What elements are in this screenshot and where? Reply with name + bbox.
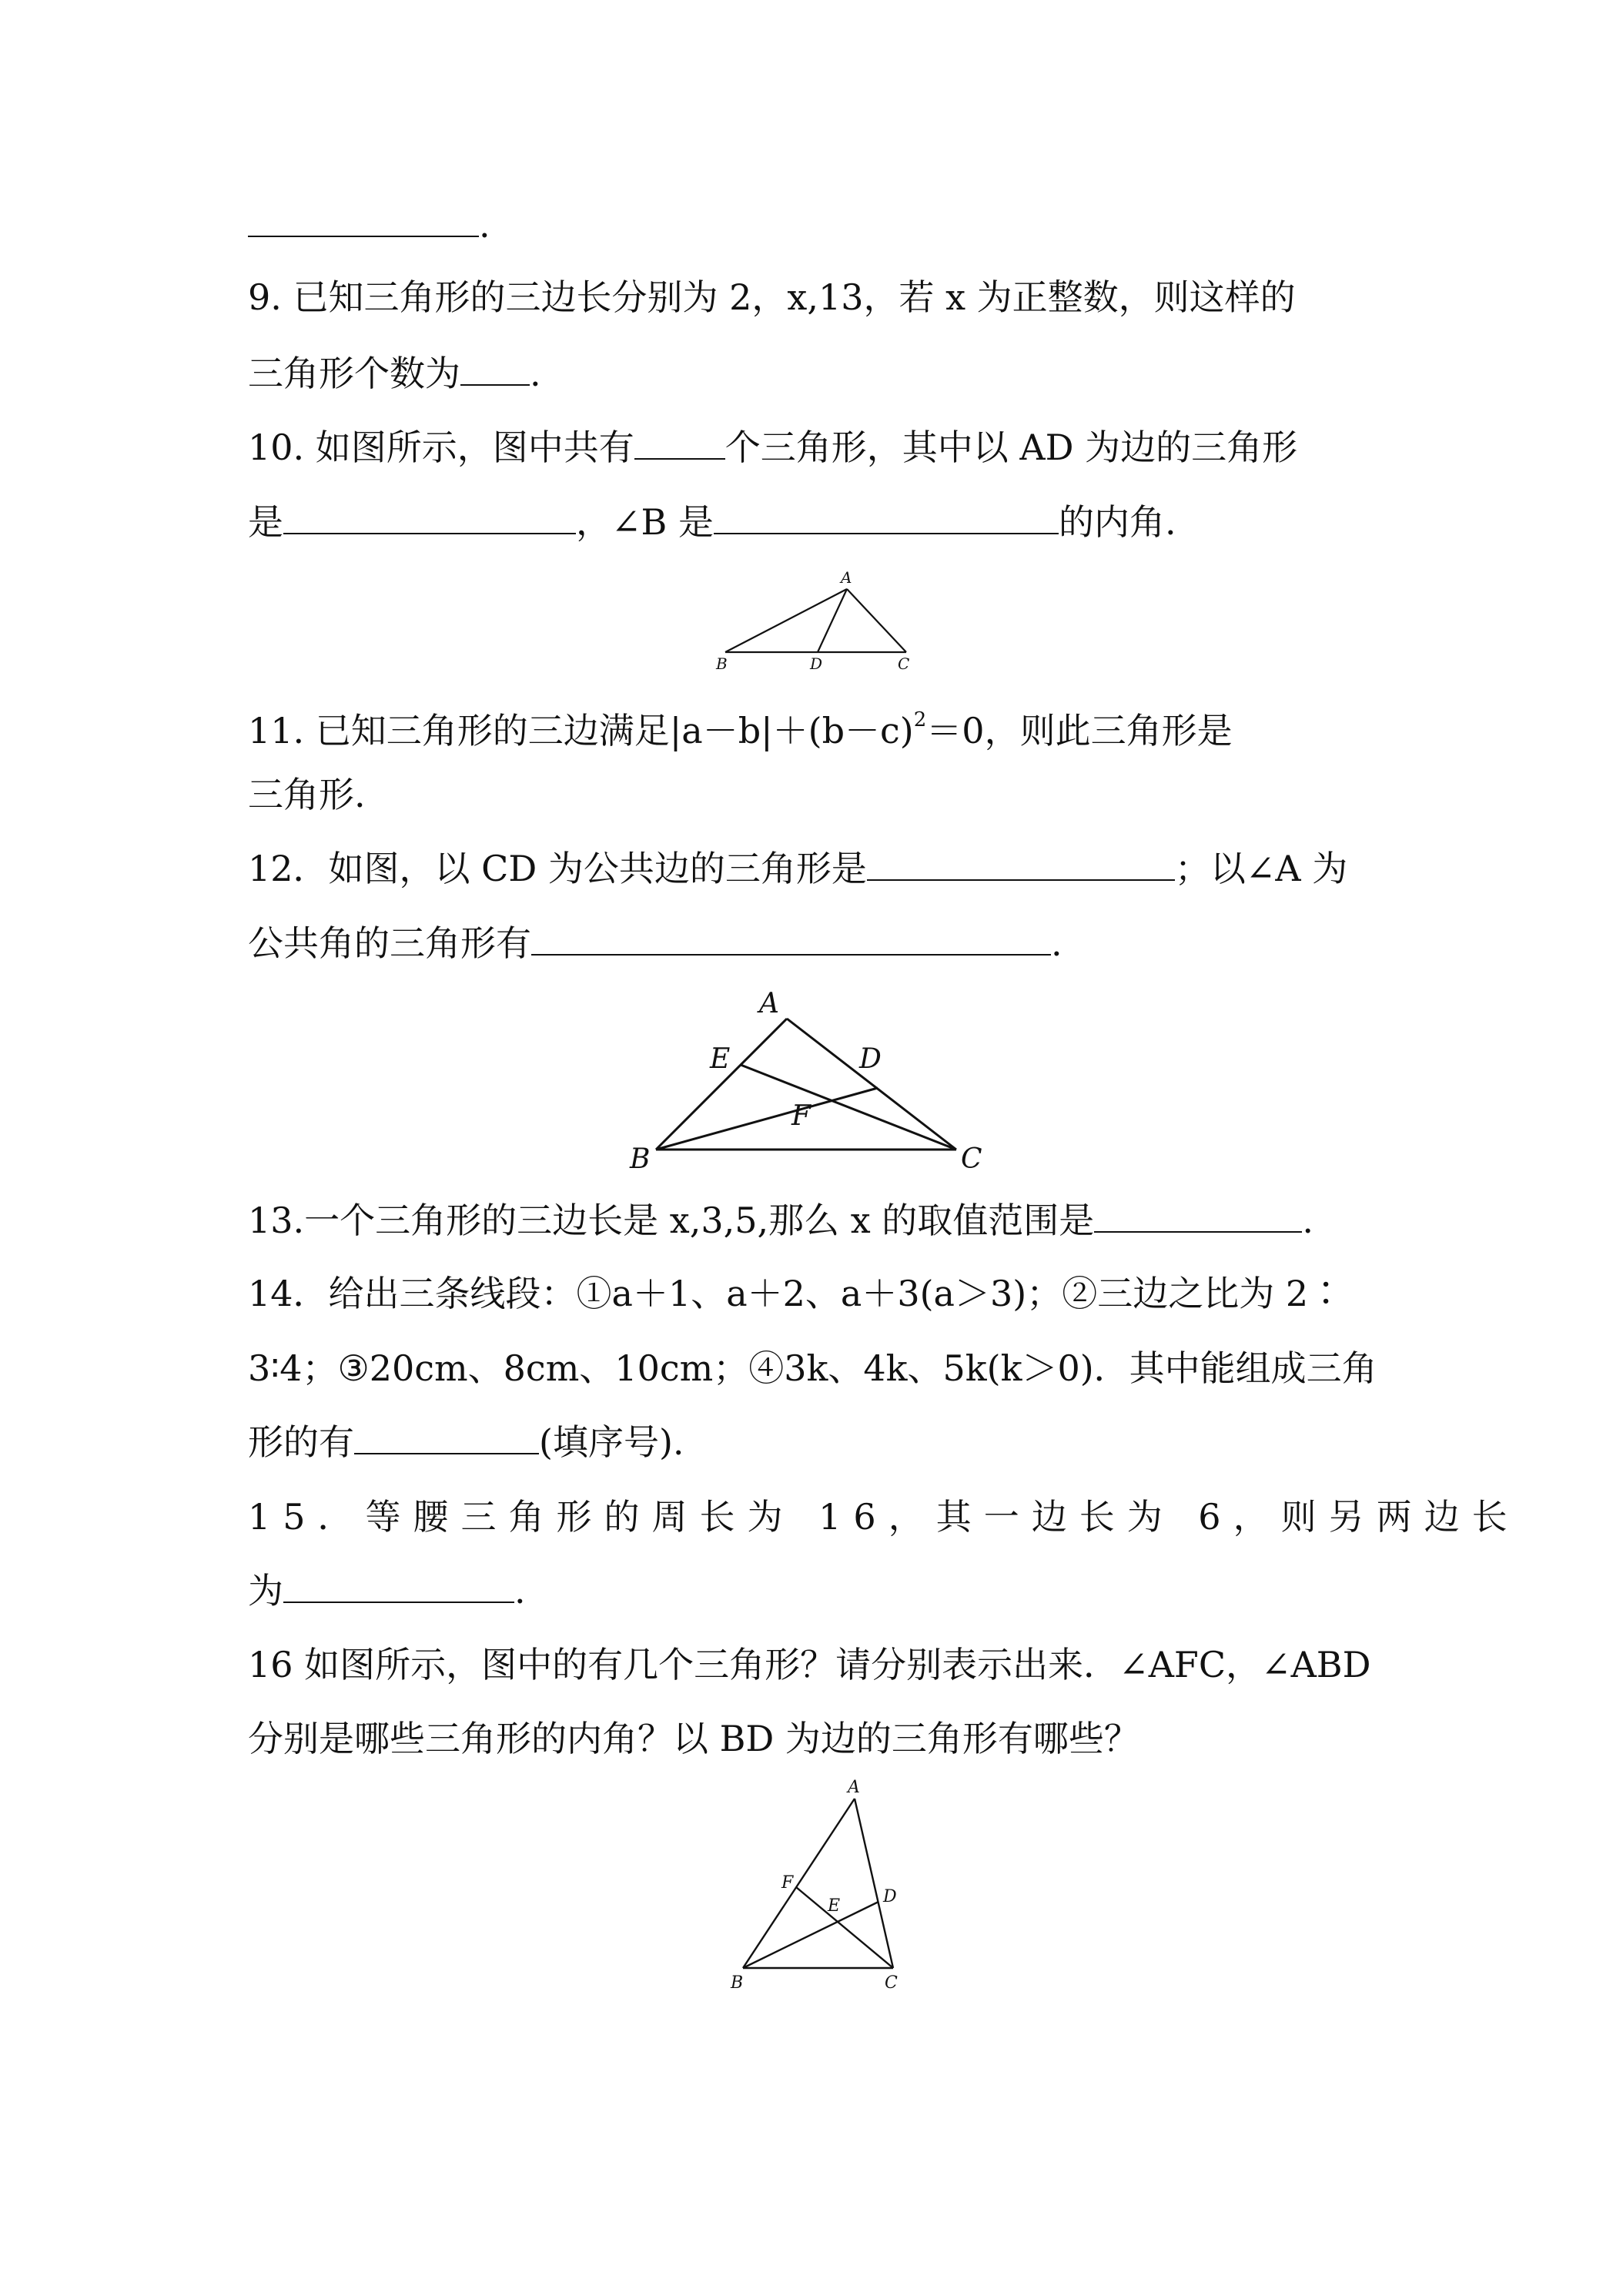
answer-blank[interactable]: [283, 499, 576, 534]
question-16-line-1: 16 如图所示，图中的有几个三角形？请分别表示出来．∠AFC，∠ABD: [248, 1644, 1371, 1685]
question-11-line-2: 三角形.: [248, 774, 366, 815]
label-c: C: [885, 1973, 898, 1993]
answer-blank[interactable]: [248, 202, 479, 237]
label-b: B: [731, 1973, 744, 1993]
question-9-line-1: 9. 已知三角形的三边长分别为 2，x,13，若 x 为正整数，则这样的: [248, 276, 1296, 318]
label-b: B: [630, 1143, 651, 1174]
question-15-line-1: 15．等腰三角形的周长为 16，其一边长为 6，则另两边长: [248, 1496, 1520, 1538]
question-10-line-2: 是 ，∠B 是 的内角.: [248, 499, 1403, 545]
answer-blank[interactable]: [283, 1568, 514, 1603]
answer-blank[interactable]: [1094, 1197, 1302, 1233]
answer-blank[interactable]: [867, 845, 1175, 881]
label-f: F: [791, 1100, 811, 1132]
label-b: B: [716, 654, 728, 670]
figure-q16-triangle: [720, 1779, 912, 1998]
label-a: A: [841, 568, 852, 587]
label-c: C: [898, 654, 910, 670]
question-13-line-1: 13.一个三角形的三边长是 x,3,5,那么 x 的取值范围是 .: [248, 1197, 1403, 1243]
label-f: F: [781, 1873, 794, 1893]
label-d: D: [810, 654, 823, 670]
question-8-tail: .: [248, 202, 1403, 248]
question-10-line-1: 10. 如图所示，图中共有 个三角形，其中以 AD 为边的三角形: [248, 424, 1403, 470]
figure-q10-triangle: [708, 566, 924, 670]
figure-lines: [725, 589, 906, 652]
question-15-line-2: 为 .: [248, 1568, 1403, 1614]
question-11-line-1: 11. 已知三角形的三边满足$|a-b|+(b-c)^2=0$，则此三角形是: [248, 708, 1233, 751]
label-e: E: [828, 1896, 841, 1916]
question-12-line-2: 公共角的三角形有 .: [248, 920, 1403, 966]
answer-blank[interactable]: [531, 920, 1051, 956]
answer-blank[interactable]: [460, 350, 530, 386]
question-14-line-3: 形的有 (填序号).: [248, 1419, 1403, 1465]
answer-blank[interactable]: [634, 424, 725, 460]
question-14-line-1: 14．给出三条线段：①a＋1、a＋2、a＋3(a＞3)；②三边之比为 2∶: [248, 1273, 1344, 1314]
label-c: C: [961, 1143, 982, 1174]
label-e: E: [710, 1043, 731, 1075]
question-16-line-2: 分别是哪些三角形的内角？以 BD 为边的三角形有哪些？: [248, 1718, 1139, 1759]
label-d: D: [883, 1887, 897, 1906]
answer-blank[interactable]: [354, 1419, 539, 1454]
figure-lines: [743, 1799, 893, 1968]
question-12-line-1: 12．如图，以 CD 为公共边的三角形是 ；以∠A 为: [248, 845, 1403, 892]
label-a: A: [848, 1779, 860, 1797]
answer-blank[interactable]: [714, 499, 1059, 534]
label-a: A: [759, 989, 779, 1019]
question-9-line-2: 三角形个数为 .: [248, 350, 1403, 397]
label-d: D: [859, 1043, 882, 1075]
question-14-line-2: 3∶4；③20cm、8cm、10cm；④3k、4k、5k(k＞0)．其中能组成三角: [248, 1347, 1377, 1389]
figure-q12-triangle: [624, 989, 993, 1174]
